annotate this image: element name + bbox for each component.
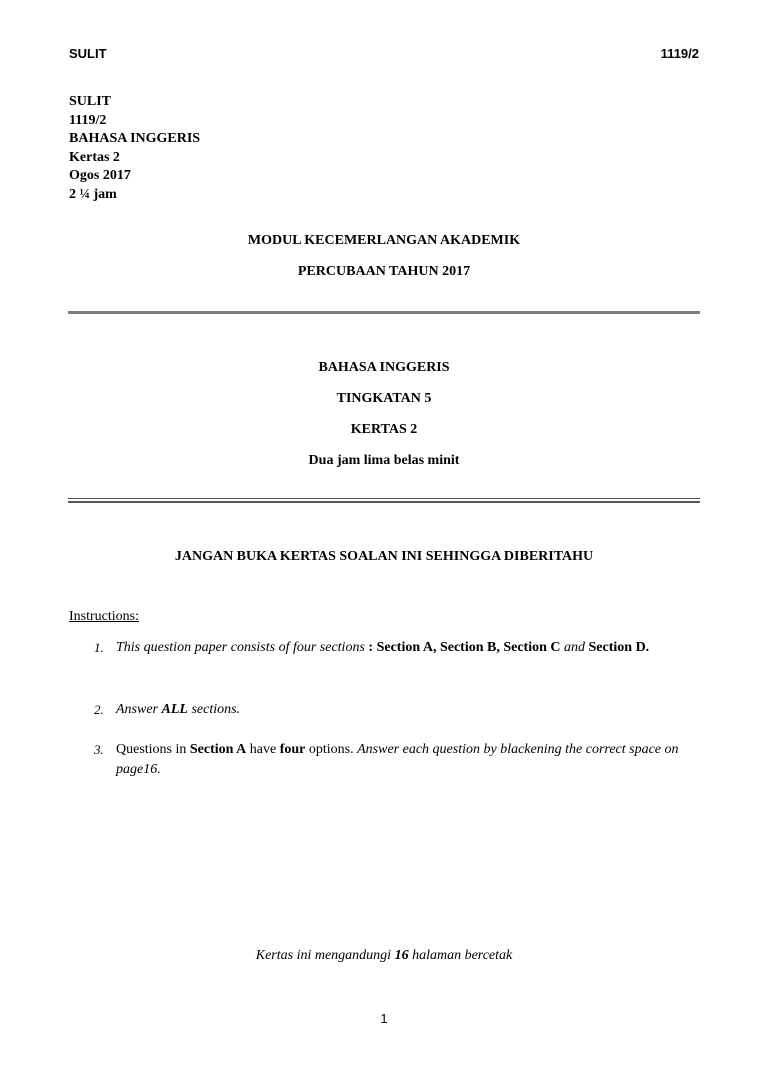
meta-line: BAHASA INGGERIS — [69, 131, 201, 147]
instruction-text: Answer ALL sections. — [116, 702, 241, 717]
instruction-item — [94, 740, 704, 780]
meta-line: SULIT — [69, 94, 112, 109]
warning-text: JANGAN BUKA KERTAS SOALAN INI SEHINGGA DIBERITAHU — [174, 549, 594, 564]
form-title: TINGKATAN 5 — [336, 391, 432, 406]
module-title: MODUL KECEMERLANGAN AKADEMIK — [247, 233, 521, 248]
meta-line: Ogos 2017 — [69, 168, 131, 184]
paper-title: KERTAS 2 — [350, 422, 418, 437]
header-left: SULIT — [69, 46, 107, 61]
page-count-note: Kertas ini mengandungi 16 halaman bercetak — [255, 948, 513, 963]
page-number: 1 — [380, 1011, 388, 1026]
divider-double-top — [68, 498, 700, 499]
instructions-title: Instructions: — [69, 609, 139, 624]
instruction-text: This question paper consists of four sections : Section A, Section B, Section C and Section D. — [116, 640, 650, 655]
divider-single — [68, 311, 700, 314]
paper-meta — [69, 93, 200, 205]
header-right: 1119/2 — [660, 46, 699, 61]
meta-line: Kertas 2 — [69, 149, 120, 165]
instruction-item — [94, 700, 704, 720]
instruction-text: Questions in Section A have four options. Answer each question by blackening the correct space on page16. — [116, 742, 679, 777]
instruction-number: 2. — [94, 702, 104, 717]
instruction-number: 3. — [94, 742, 104, 757]
instruction-number: 1. — [94, 640, 104, 655]
meta-line: 1119/2 — [69, 112, 107, 128]
duration-title: Dua jam lima belas minit — [308, 453, 460, 468]
meta-line: 2 ¼ jam — [69, 186, 117, 202]
subject-title: BAHASA INGGERIS — [318, 360, 450, 375]
instruction-item — [94, 638, 704, 658]
divider-double-bottom — [68, 501, 700, 503]
trial-title: PERCUBAAN TAHUN 2017 — [297, 264, 471, 279]
